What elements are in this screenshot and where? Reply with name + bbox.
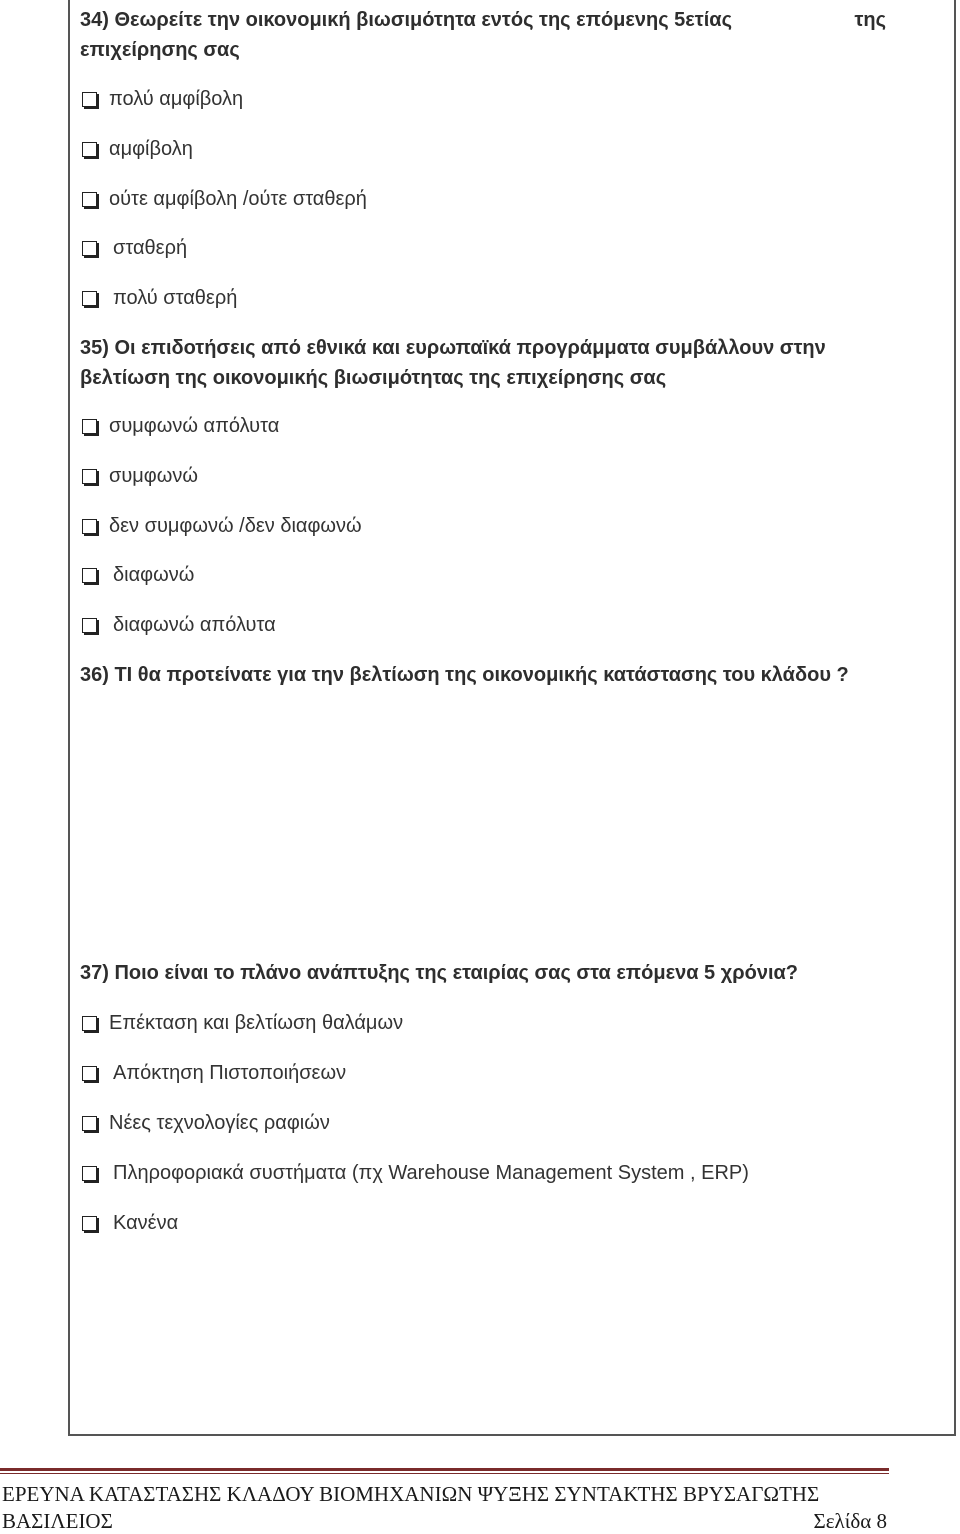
q37-option-5-label: Κανένα [113,1212,179,1234]
question-34 [80,5,886,65]
checkbox-icon[interactable] [82,92,97,107]
checkbox-icon[interactable] [82,241,97,256]
checkbox-icon[interactable] [82,568,97,583]
q34-option-5[interactable] [80,285,237,311]
checkbox-icon[interactable] [82,618,97,633]
question-34-text-main: 34) Θεωρείτε την οικονομική βιωσιμότητα εντός της επόμενης 5ετίας [80,9,732,31]
question-34-text-tail: της [854,9,886,31]
checkbox-icon[interactable] [82,192,97,207]
q35-option-1-label: συμφωνώ απόλυτα [109,415,280,437]
question-34-line-2: επιχείρησης σας [80,39,240,61]
q34-option-1-label: πολύ αμφίβολη [109,88,244,110]
q35-option-5[interactable] [80,612,276,638]
q37-option-1-label: Επέκταση και βελτίωση θαλάμων [109,1012,404,1034]
checkbox-icon[interactable] [82,1116,97,1131]
q35-option-3-label: δεν συμφωνώ /δεν διαφωνώ [109,515,362,537]
footer-rule-thick [0,1468,889,1471]
q35-option-2-label: συμφωνώ [109,465,199,487]
q35-option-2[interactable] [80,463,198,489]
question-37 [80,958,798,988]
checkbox-icon[interactable] [82,291,97,306]
q37-option-1[interactable] [80,1010,403,1036]
question-35-line-2: βελτίωση της οικονομικής βιωσιμότητας της επιχείρησης σας [80,367,667,389]
question-36 [80,660,849,690]
q37-option-5[interactable] [80,1210,178,1236]
checkbox-icon[interactable] [82,142,97,157]
q34-option-5-label: πολύ σταθερή [113,287,238,309]
page-number: Σελίδα 8 [813,1509,887,1533]
checkbox-icon[interactable] [82,1016,97,1031]
q37-option-3-label: Νέες τεχνολογίες ραφιών [109,1112,330,1134]
q37-option-2-label: Απόκτηση Πιστοποιήσεων [113,1062,347,1084]
q35-option-4-label: διαφωνώ [113,564,195,586]
footer-line-1: ΕΡΕΥΝΑ ΚΑΤΑΣΤΑΣΗΣ ΚΛΑΔΟΥ ΒΙΟΜΗΧΑΝΙΩΝ ΨΥΞΗΣ ΣΥΝΤΑΚΤΗΣ ΒΡΥΣΑΓΩΤΗΣ [2,1482,820,1506]
q34-option-4[interactable] [80,235,187,261]
q34-option-1[interactable] [80,86,243,112]
q34-option-2[interactable] [80,136,193,162]
q35-option-5-label: διαφωνώ απόλυτα [113,614,276,636]
question-37-line-1: 37) Ποιο είναι το πλάνο ανάπτυξης της εταιρίας σας στα επόμενα 5 χρόνια? [80,962,799,984]
footer-line-2: ΒΑΣΙΛΕΙΟΣ [2,1509,113,1533]
question-36-line-1: 36) ΤΙ θα προτείνατε για την βελτίωση της οικονομικής κατάστασης του κλάδου ? [80,664,849,686]
q34-option-2-label: αμφίβολη [109,138,193,160]
q34-option-3[interactable] [80,186,367,212]
question-35 [80,333,826,393]
footer-rule-thin [0,1473,889,1474]
checkbox-icon[interactable] [82,469,97,484]
q37-option-4[interactable] [80,1160,749,1186]
q34-option-3-label: ούτε αμφίβολη /ούτε σταθερή [109,188,367,210]
question-35-line-1: 35) Οι επιδοτήσεις από εθνικά και ευρωπαϊκά προγράμματα συμβάλλουν στην [80,337,826,359]
questionnaire-frame [68,0,956,1436]
q35-option-3[interactable] [80,513,362,539]
q35-option-4[interactable] [80,562,194,588]
q37-option-3[interactable] [80,1110,330,1136]
q34-option-4-label: σταθερή [113,237,188,259]
checkbox-icon[interactable] [82,1166,97,1181]
checkbox-icon[interactable] [82,1066,97,1081]
q37-option-2[interactable] [80,1060,346,1086]
checkbox-icon[interactable] [82,1216,97,1231]
question-34-line-1 [80,5,886,35]
q37-option-4-label: Πληροφοριακά συστήματα (πχ Warehouse Management System , ERP) [113,1162,749,1184]
checkbox-icon[interactable] [82,419,97,434]
q35-option-1[interactable] [80,413,279,439]
checkbox-icon[interactable] [82,519,97,534]
